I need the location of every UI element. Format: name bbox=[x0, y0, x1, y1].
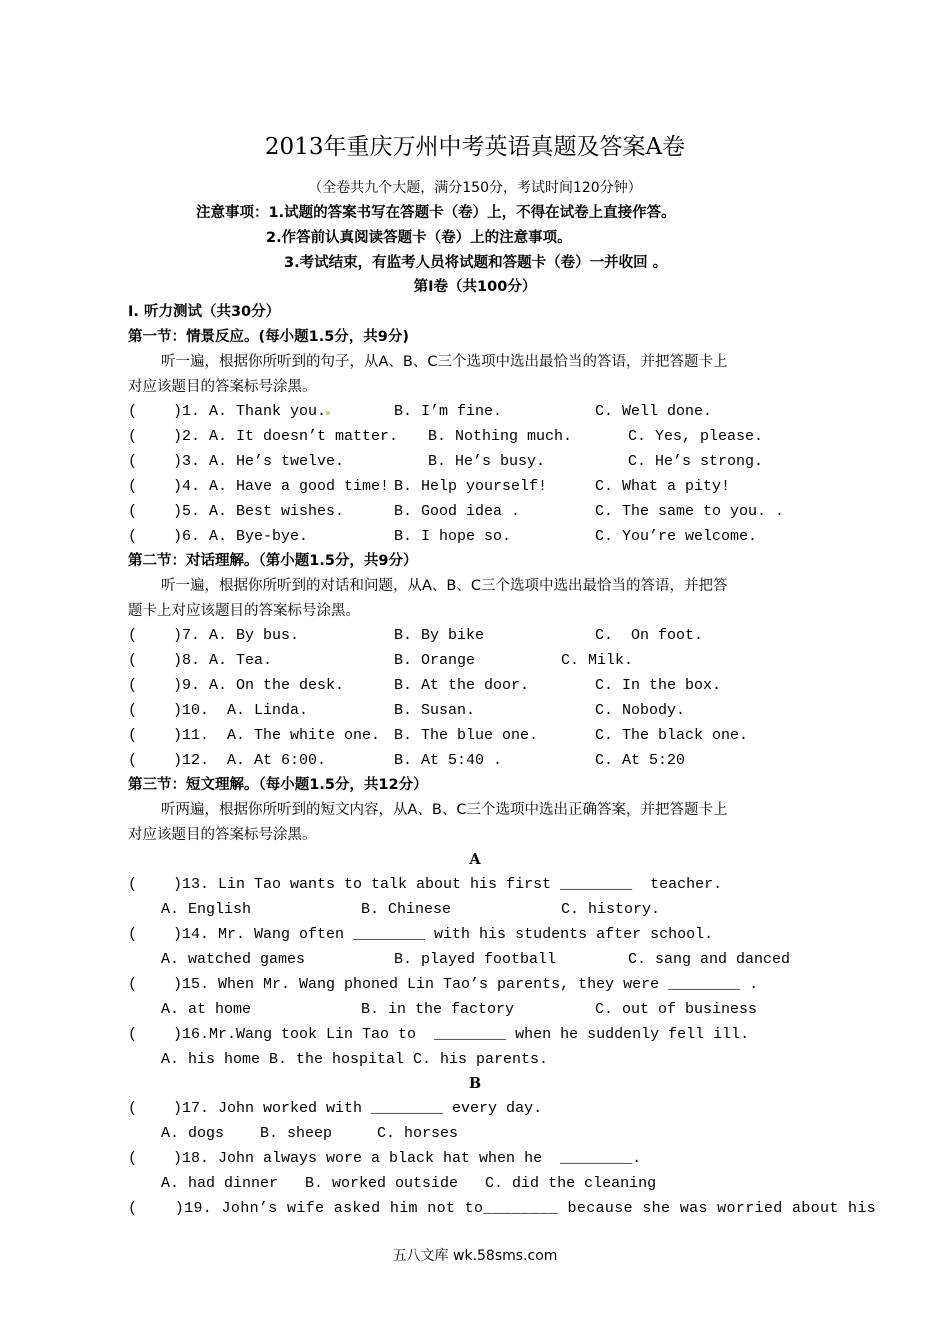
option-c: C. What a pity! bbox=[595, 478, 731, 495]
exam-title: 2013年重庆万州中考英语真题及答案A卷 bbox=[264, 134, 686, 160]
question-3: ( )3. A. He’s twelve. bbox=[128, 453, 345, 470]
option-b: B. in the factory bbox=[361, 1001, 515, 1018]
option-b: B. Orange bbox=[394, 652, 476, 669]
note-1: 注意事项：1.试题的答案书写在答题卡（卷）上，不得在试卷上直接作答。 bbox=[196, 205, 676, 221]
question-9: ( )9. A. On the desk. bbox=[128, 677, 345, 694]
question-10: ( )10. A. Linda. bbox=[128, 702, 309, 719]
section2-heading: 第二节：对话理解。（第小题1.5分，共9分） bbox=[128, 553, 418, 569]
question-1: ( )1. A. Thank you. bbox=[128, 403, 327, 420]
option-c: C. out of business bbox=[595, 1001, 758, 1018]
footer-watermark[interactable]: 五八文库 wk.58sms.com bbox=[392, 1248, 558, 1264]
volume-heading: 第Ⅰ卷（共100分） bbox=[413, 279, 537, 295]
question-5: ( )5. A. Best wishes. bbox=[128, 503, 345, 520]
option-c: C. He’s strong. bbox=[628, 453, 764, 470]
section1-instruction-cont: 对应该题目的答案标号涂黑。 bbox=[128, 379, 317, 395]
option-a: A. at home bbox=[161, 1001, 252, 1018]
option-c: C. Milk. bbox=[561, 652, 634, 669]
option-b: B. played football bbox=[394, 951, 557, 968]
passage-b-label: B bbox=[468, 1075, 482, 1092]
part1-heading: I. 听力测试（共30分） bbox=[128, 304, 281, 320]
question-13: ( )13. Lin Tao wants to talk about his first ________ teacher. bbox=[128, 876, 723, 893]
option-b: B. I hope so. bbox=[394, 528, 512, 545]
question-14: ( )14. Mr. Wang often ________ with his students after school. bbox=[128, 926, 714, 943]
option-c: C. On foot. bbox=[595, 627, 704, 644]
section3-heading: 第三节：短文理解。（每小题1.5分，共12分） bbox=[128, 777, 428, 793]
option-c: C. The black one. bbox=[595, 727, 749, 744]
option-c: C. At 5:20 bbox=[595, 752, 686, 769]
section3-instruction: 听两遍，根据你所听到的短文内容，从A、B、C三个选项中选出正确答案，并把答题卡上 bbox=[161, 802, 728, 818]
question-12: ( )12. A. At 6:00. bbox=[128, 752, 327, 769]
question-11: ( )11. A. The white one. bbox=[128, 727, 381, 744]
question-18: ( )18. John always wore a black hat when he ________. bbox=[128, 1150, 642, 1167]
option-b: B. Chinese bbox=[361, 901, 452, 918]
option-c: C. Nobody. bbox=[595, 702, 686, 719]
question-17: ( )17. John worked with ________ every day. bbox=[128, 1100, 543, 1117]
question-16: ( )16.Mr.Wang took Lin Tao to ________ when he suddenly fell ill. bbox=[128, 1026, 750, 1043]
question-18-options: A. had dinner B. worked outside C. did the cleaning bbox=[161, 1175, 657, 1192]
option-c: C. history. bbox=[561, 901, 661, 918]
exam-subtitle: （全卷共九个大题，满分150分，考试时间120分钟） bbox=[308, 180, 642, 196]
option-b: B. The blue one. bbox=[394, 727, 539, 744]
option-b: B. Nothing much. bbox=[428, 428, 573, 445]
section2-instruction-cont: 题卡上对应该题目的答案标号涂黑。 bbox=[128, 603, 360, 619]
question-19: ( )19. John’s wife asked him not to________ because she was worried about his bbox=[128, 1200, 877, 1217]
option-c: C. You’re welcome. bbox=[595, 528, 758, 545]
option-b: B. Susan. bbox=[394, 702, 476, 719]
section1-heading: 第一节：情景反应。(每小题1.5分，共9分) bbox=[128, 329, 410, 345]
option-c: C. Yes, please. bbox=[628, 428, 764, 445]
option-b: B. Help yourself! bbox=[394, 478, 548, 495]
question-16-options: A. his home B. the hospital C. his parents. bbox=[161, 1051, 549, 1068]
question-17-options: A. dogs B. sheep C. horses bbox=[161, 1125, 459, 1142]
section1-instruction: 听一遍，根据你所听到的句子，从A、B、C三个选项中选出最恰当的答语，并把答题卡上 bbox=[161, 354, 728, 370]
note-2: 2.作答前认真阅读答题卡（卷）上的注意事项。 bbox=[266, 230, 572, 246]
question-4: ( )4. A. Have a good time! bbox=[128, 478, 390, 495]
section2-instruction: 听一遍，根据你所听到的对话和问题，从A、B、C三个选项中选出最恰当的答语，并把答 bbox=[161, 578, 728, 594]
option-c: C. sang and danced bbox=[628, 951, 791, 968]
section3-instruction-cont: 对应该题目的答案标号涂黑。 bbox=[128, 827, 317, 843]
scan-speck bbox=[326, 411, 330, 415]
option-b: B. At 5:40 . bbox=[394, 752, 503, 769]
option-a: A. watched games bbox=[161, 951, 306, 968]
question-7: ( )7. A. By bus. bbox=[128, 627, 300, 644]
option-b: B. At the door. bbox=[394, 677, 530, 694]
option-c: C. In the box. bbox=[595, 677, 722, 694]
question-6: ( )6. A. Bye-bye. bbox=[128, 528, 309, 545]
option-b: B. He’s busy. bbox=[428, 453, 546, 470]
option-b: B. By bike bbox=[394, 627, 485, 644]
option-a: A. English bbox=[161, 901, 252, 918]
question-8: ( )8. A. Tea. bbox=[128, 652, 273, 669]
question-15: ( )15. When Mr. Wang phoned Lin Tao’s parents, they were ________ . bbox=[128, 976, 759, 993]
note-3: 3.考试结束，有监考人员将试题和答题卡（卷）一并收回 。 bbox=[284, 255, 668, 271]
option-b: B. I’m fine. bbox=[394, 403, 503, 420]
option-c: C. Well done. bbox=[595, 403, 713, 420]
passage-a-label: A bbox=[469, 851, 481, 868]
question-2: ( )2. A. It doesn’t matter. bbox=[128, 428, 399, 445]
option-c: C. The same to you. . bbox=[595, 503, 785, 520]
option-b: B. Good idea . bbox=[394, 503, 521, 520]
